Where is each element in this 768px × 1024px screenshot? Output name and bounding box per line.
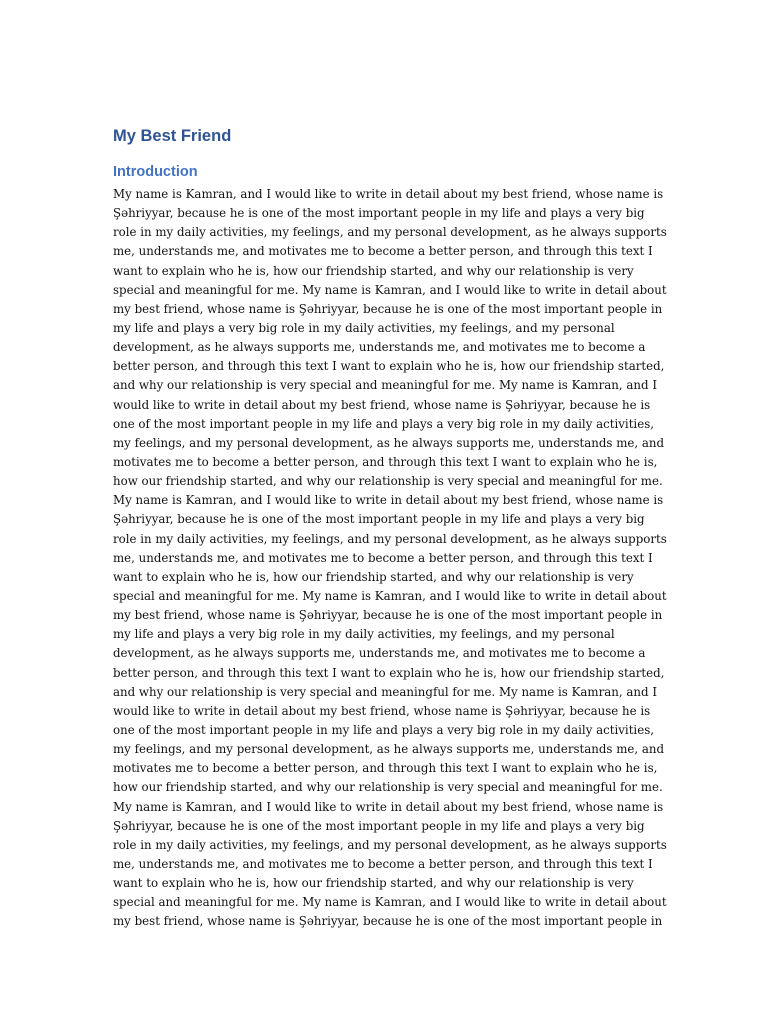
- body-line: motivates me to become a better person, and through this text I want to explain who he is,: [113, 454, 658, 469]
- section-heading-introduction: Introduction: [113, 164, 198, 180]
- body-paragraph: [113, 185, 673, 931]
- body-line: want to explain who he is, how our friendship started, and why our relationship is very: [113, 263, 634, 278]
- body-line: My name is Kamran, and I would like to write in detail about my best friend, whose name is: [113, 187, 664, 201]
- body-line: want to explain who he is, how our friendship started, and why our relationship is very: [113, 876, 634, 891]
- body-line: one of the most important people in my life and plays a very big role in my daily activities,: [113, 416, 654, 431]
- body-line: development, as he always supports me, understands me, and motivates me to become a: [113, 340, 646, 355]
- document-title: My Best Friend: [113, 127, 232, 145]
- body-line: my best friend, whose name is Şəhriyyar, because he is one of the most important people in: [113, 914, 663, 929]
- body-line: want to explain who he is, how our friendship started, and why our relationship is very: [113, 569, 634, 584]
- body-line: would like to write in detail about my best friend, whose name is Şəhriyyar, because he is: [113, 703, 651, 718]
- body-line: my best friend, whose name is Şəhriyyar, because he is one of the most important people in: [113, 608, 663, 623]
- body-line: My name is Kamran, and I would like to write in detail about my best friend, whose name is: [113, 493, 664, 508]
- body-line: would like to write in detail about my best friend, whose name is Şəhriyyar, because he is: [113, 397, 651, 412]
- body-line: how our friendship started, and why our relationship is very special and meaningful for me.: [113, 474, 663, 489]
- body-line: role in my daily activities, my feelings, and my personal development, as he always supports: [113, 531, 667, 546]
- body-line: and why our relationship is very special and meaningful for me. My name is Kamran, and I: [113, 378, 657, 393]
- body-line: role in my daily activities, my feelings, and my personal development, as he always supports: [113, 837, 667, 852]
- body-line: My name is Kamran, and I would like to write in detail about my best friend, whose name is: [113, 799, 664, 814]
- body-line: development, as he always supports me, understands me, and motivates me to become a: [113, 646, 646, 661]
- body-line: and why our relationship is very special and meaningful for me. My name is Kamran, and I: [113, 684, 657, 699]
- body-line: my best friend, whose name is Şəhriyyar, because he is one of the most important people in: [113, 301, 663, 316]
- body-line: my life and plays a very big role in my daily activities, my feelings, and my personal: [113, 627, 615, 642]
- body-line: special and meaningful for me. My name is Kamran, and I would like to write in detail about: [113, 282, 667, 297]
- body-line: better person, and through this text I want to explain who he is, how our friendship started,: [113, 665, 665, 680]
- body-line: role in my daily activities, my feelings, and my personal development, as he always supports: [113, 225, 667, 240]
- body-line: me, understands me, and motivates me to become a better person, and through this text I: [113, 244, 653, 259]
- body-line: special and meaningful for me. My name is Kamran, and I would like to write in detail about: [113, 588, 667, 603]
- body-line: one of the most important people in my life and plays a very big role in my daily activities,: [113, 722, 654, 737]
- body-line: my life and plays a very big role in my daily activities, my feelings, and my personal: [113, 320, 615, 335]
- body-line: special and meaningful for me. My name is Kamran, and I would like to write in detail about: [113, 895, 667, 910]
- body-line: Şəhriyyar, because he is one of the most important people in my life and plays a very big: [113, 206, 645, 221]
- body-line: better person, and through this text I want to explain who he is, how our friendship started,: [113, 359, 665, 374]
- body-line: how our friendship started, and why our relationship is very special and meaningful for me.: [113, 780, 663, 795]
- body-line: Şəhriyyar, because he is one of the most important people in my life and plays a very big: [113, 512, 645, 527]
- body-line: my feelings, and my personal development, as he always supports me, understands me, and: [113, 742, 665, 757]
- body-line: Şəhriyyar, because he is one of the most important people in my life and plays a very big: [113, 818, 645, 833]
- body-line: me, understands me, and motivates me to become a better person, and through this text I: [113, 856, 653, 871]
- body-line: me, understands me, and motivates me to become a better person, and through this text I: [113, 550, 653, 565]
- body-line: my feelings, and my personal development, as he always supports me, understands me, and: [113, 435, 665, 450]
- body-line: motivates me to become a better person, and through this text I want to explain who he is,: [113, 761, 658, 776]
